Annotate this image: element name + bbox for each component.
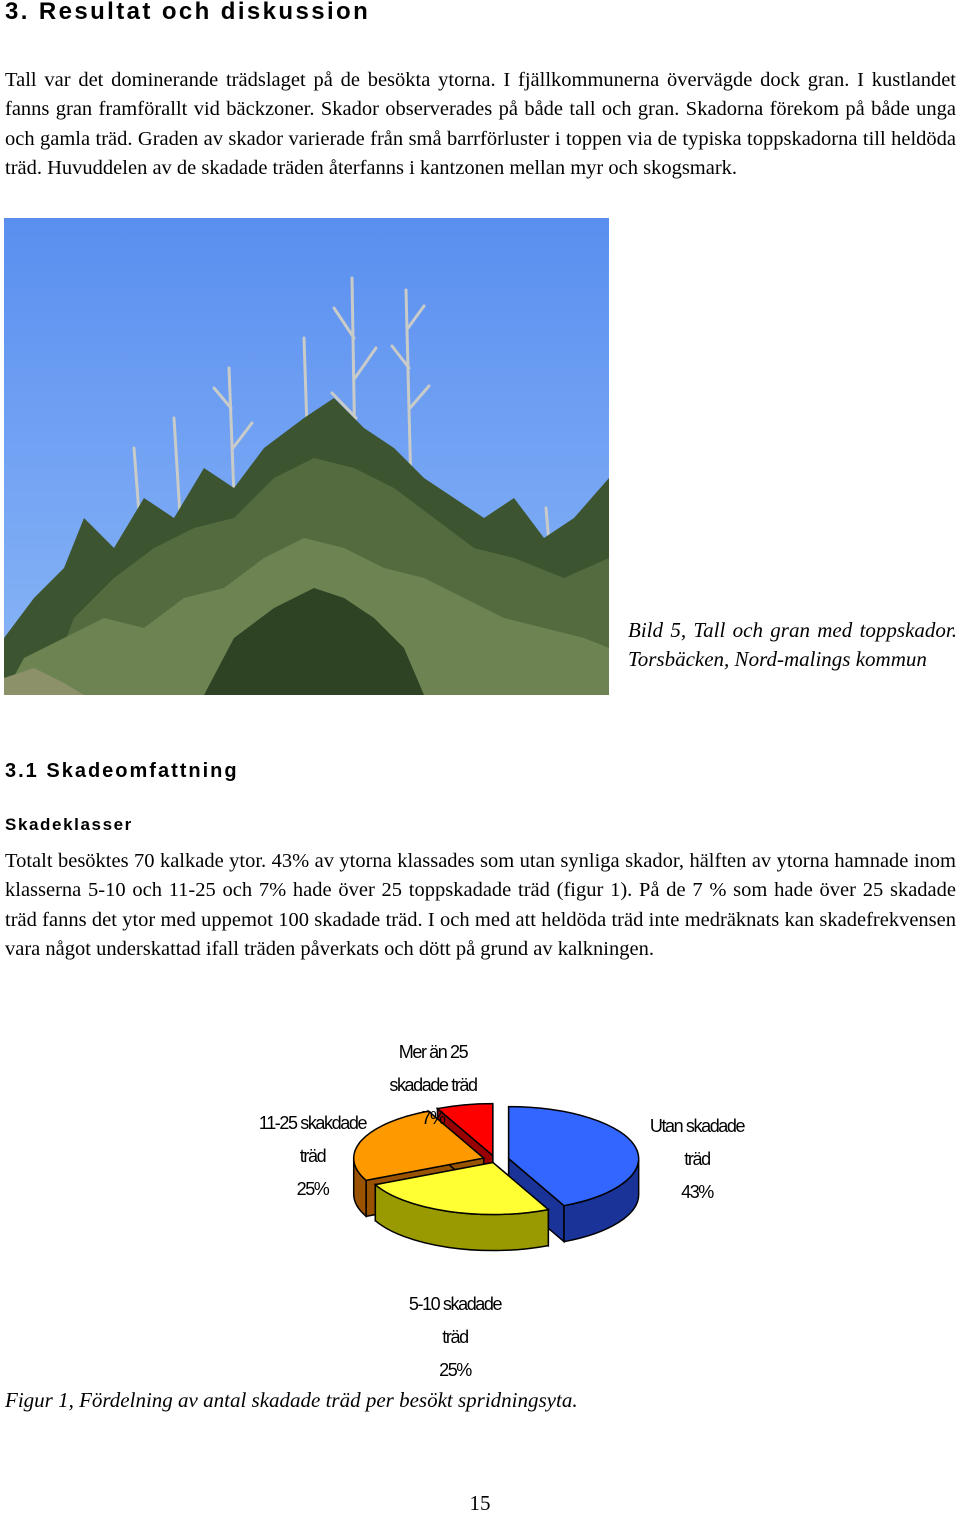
pie-label-line: 43% — [681, 1182, 713, 1202]
figure-caption: Figur 1, Fördelning av antal skadade träd per besökt spridningsyta. — [5, 1388, 578, 1412]
pie-chart — [240, 1030, 770, 1390]
pie-label-line: Mer än 25 — [398, 1042, 468, 1062]
pie-label-line: 11-25 skakdade — [258, 1113, 367, 1133]
pie-label-line: träd — [299, 1146, 326, 1166]
subsection-heading: 3.1 Skadeomfattning — [5, 760, 239, 782]
pie-label-5-10 — [380, 1288, 530, 1387]
pie-label-line: Utan skadade — [649, 1116, 745, 1136]
pie-label-11-25 — [240, 1107, 385, 1206]
pie-label-line: 25% — [439, 1360, 471, 1380]
pie-label-line: 5-10 skadade — [408, 1294, 502, 1314]
pie-label-line: träd — [442, 1327, 468, 1347]
damage-paragraph: Totalt besöktes 70 kalkade ytor. 43% av ytorna klassades som utan synliga skador, hälften av ytorna hamnade inom klasserna 5-10 och 11-25 och 7% hade över 25 toppskadade träd (figur 1). På de 7 % som hade över 25 skadade träd fanns det ytor med uppemot 100 skadade träd. I och med att heldöda träd inte medräknats kan skadefrekvensen vara något underskattad ifall träden påverkats och dött på grund av kalkningen. — [5, 850, 956, 960]
page-number: 15 — [469, 1491, 491, 1515]
pie-label-mer-an-25 — [368, 1036, 498, 1135]
pie-label-line: träd — [684, 1149, 710, 1169]
tree-photo — [4, 218, 609, 695]
section-heading: 3. Resultat och diskussion — [5, 0, 371, 25]
pie-label-line: 7% — [421, 1108, 445, 1128]
intro-paragraph: Tall var det dominerande trädslaget på de besökta ytorna. I fjällkommunerna övervägde dock gran. I kustlandet fanns gran framförallt vid bäckzoner. Skador observerades på både tall och gran. Skadorna förekom på både unga och gamla träd. Graden av skador varierade från små barrförluster i toppen via de typiska toppskadorna till heldöda träd. Huvuddelen av de skadade träden återfanns i kantzonen mellan myr och skogsmark. — [5, 69, 956, 179]
pie-label-line: skadade träd — [389, 1075, 477, 1095]
photo-caption: Bild 5, Tall och gran med toppskador. Torsbäcken, Nord-malings kommun — [628, 618, 957, 671]
pie-label-line: 25% — [296, 1179, 329, 1199]
subsubsection-heading: Skadeklasser — [5, 815, 133, 834]
pie-label-utan-skadade — [632, 1110, 762, 1209]
